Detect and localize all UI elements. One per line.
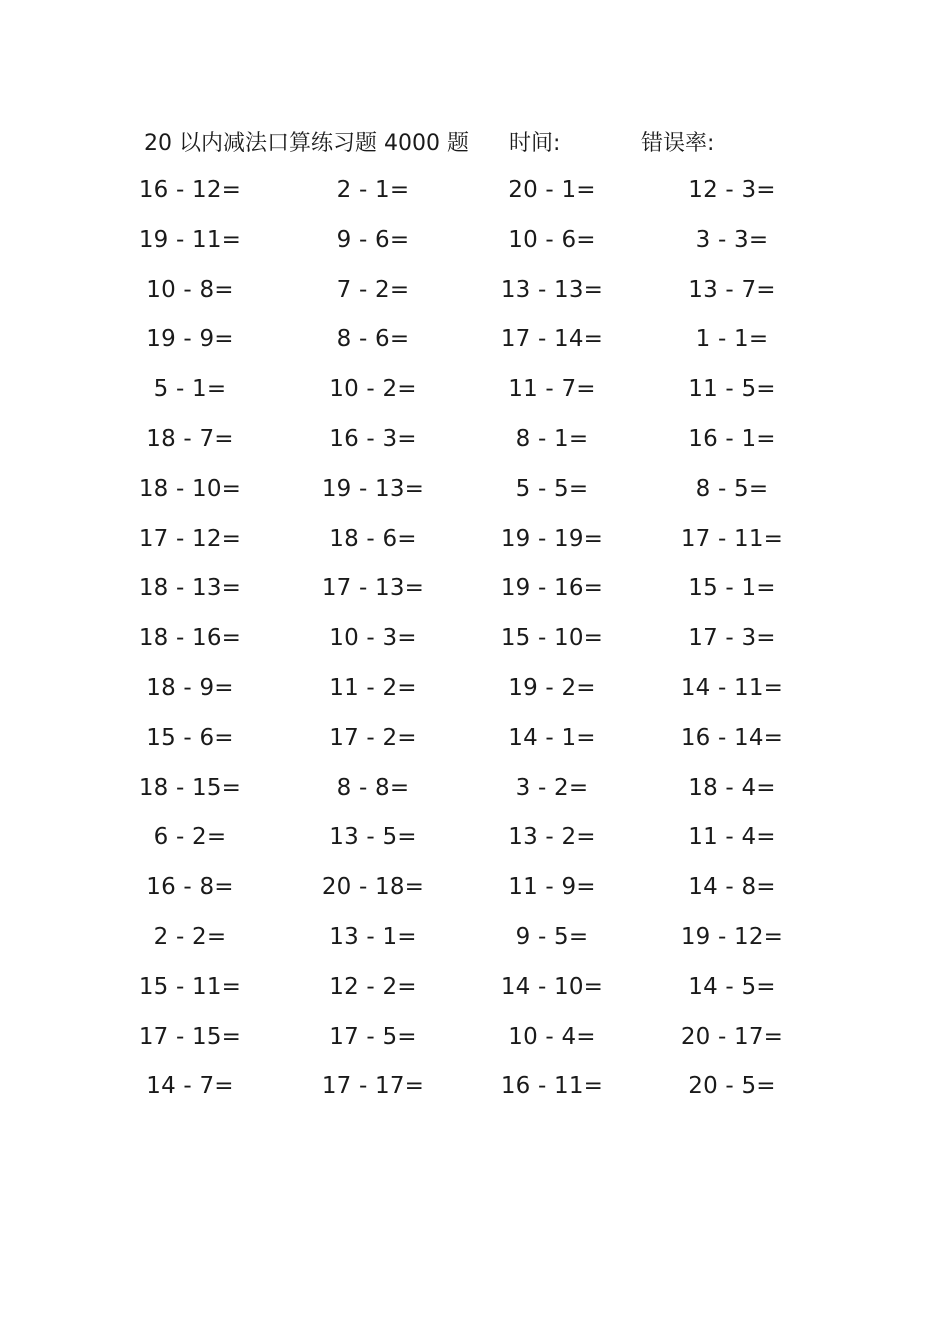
subtraction-problem: 12 - 3= [688, 177, 776, 203]
subtraction-problem: 16 - 1= [688, 425, 776, 452]
problem-row [0, 216, 950, 266]
subtraction-problem: 19 - 13= [321, 475, 425, 502]
subtraction-problem: 11 - 7= [508, 376, 596, 403]
subtraction-problem: 19 - 12= [680, 923, 784, 950]
subtraction-problem: 17 - 5= [329, 1023, 417, 1050]
subtraction-problem: 16 - 3= [329, 425, 417, 452]
subtraction-problem: 16 - 8= [146, 874, 234, 901]
subtraction-problem: 19 - 19= [500, 525, 604, 552]
subtraction-problem: 8 - 6= [336, 326, 410, 353]
problem-grid [0, 166, 950, 1112]
subtraction-problem: 10 - 6= [508, 226, 596, 253]
subtraction-problem: 13 - 7= [688, 276, 776, 303]
subtraction-problem: 19 - 2= [508, 674, 596, 701]
subtraction-problem: 18 - 4= [688, 774, 776, 801]
subtraction-problem: 15 - 10= [500, 625, 604, 652]
subtraction-problem: 17 - 15= [138, 1023, 242, 1050]
subtraction-problem: 10 - 3= [329, 625, 417, 652]
subtraction-problem: 17 - 11= [680, 525, 784, 552]
worksheet-header [0, 124, 950, 164]
subtraction-problem: 9 - 6= [336, 226, 410, 253]
subtraction-problem: 8 - 5= [695, 475, 769, 502]
subtraction-problem: 13 - 13= [500, 276, 604, 303]
subtraction-problem: 15 - 1= [688, 575, 776, 602]
error-rate-label: 错误率: [641, 131, 715, 156]
subtraction-problem: 2 - 2= [153, 923, 227, 950]
subtraction-problem: 14 - 5= [688, 973, 776, 1000]
problem-row [0, 365, 950, 415]
subtraction-problem: 16 - 11= [500, 1073, 604, 1100]
subtraction-problem: 18 - 13= [138, 575, 242, 602]
subtraction-problem: 20 - 5= [688, 1073, 776, 1100]
subtraction-problem: 19 - 11= [138, 226, 242, 253]
subtraction-problem: 18 - 16= [138, 625, 242, 652]
subtraction-problem: 14 - 8= [688, 874, 776, 901]
subtraction-problem: 19 - 9= [146, 326, 234, 353]
subtraction-problem: 20 - 1= [508, 177, 596, 203]
subtraction-problem: 12 - 2= [329, 973, 417, 1000]
subtraction-problem: 1 - 1= [695, 326, 769, 353]
problem-row [0, 1013, 950, 1063]
subtraction-problem: 2 - 1= [336, 177, 410, 203]
subtraction-problem: 18 - 10= [138, 475, 242, 502]
subtraction-problem: 8 - 1= [515, 425, 589, 452]
subtraction-problem: 10 - 8= [146, 276, 234, 303]
problem-row [0, 764, 950, 814]
subtraction-problem: 13 - 2= [508, 824, 596, 851]
subtraction-problem: 19 - 16= [500, 575, 604, 602]
problem-row [0, 813, 950, 863]
subtraction-problem: 11 - 2= [329, 674, 417, 701]
subtraction-problem: 17 - 3= [688, 625, 776, 652]
subtraction-problem: 18 - 7= [146, 425, 234, 452]
problem-row [0, 564, 950, 614]
subtraction-problem: 5 - 1= [153, 376, 227, 403]
problem-row [0, 863, 950, 913]
subtraction-problem: 14 - 11= [680, 674, 784, 701]
subtraction-problem: 10 - 2= [329, 376, 417, 403]
subtraction-problem: 14 - 7= [146, 1073, 234, 1100]
problem-row [0, 415, 950, 465]
problem-row [0, 913, 950, 963]
subtraction-problem: 11 - 5= [688, 376, 776, 403]
problem-row [0, 1062, 950, 1112]
problem-row [0, 963, 950, 1013]
problem-row [0, 714, 950, 764]
problem-row [0, 315, 950, 365]
subtraction-problem: 17 - 2= [329, 724, 417, 751]
subtraction-problem: 16 - 14= [680, 724, 784, 751]
subtraction-problem: 8 - 8= [336, 774, 410, 801]
subtraction-problem: 16 - 12= [138, 177, 242, 203]
subtraction-problem: 15 - 6= [146, 724, 234, 751]
subtraction-problem: 13 - 1= [329, 923, 417, 950]
subtraction-problem: 17 - 17= [321, 1073, 425, 1100]
subtraction-problem: 17 - 13= [321, 575, 425, 602]
subtraction-problem: 3 - 3= [695, 226, 769, 253]
subtraction-problem: 3 - 2= [515, 774, 589, 801]
problem-row [0, 515, 950, 565]
subtraction-problem: 14 - 1= [508, 724, 596, 751]
subtraction-problem: 17 - 14= [500, 326, 604, 353]
subtraction-problem: 5 - 5= [515, 475, 589, 502]
subtraction-problem: 15 - 11= [138, 973, 242, 1000]
subtraction-problem: 17 - 12= [138, 525, 242, 552]
subtraction-problem: 18 - 15= [138, 774, 242, 801]
subtraction-problem: 20 - 18= [321, 874, 425, 901]
problem-row [0, 614, 950, 664]
worksheet-title: 20 以内减法口算练习题 4000 题 [144, 131, 469, 156]
problem-row [0, 664, 950, 714]
subtraction-problem: 18 - 9= [146, 674, 234, 701]
time-label: 时间: [509, 131, 561, 156]
subtraction-problem: 7 - 2= [336, 276, 410, 303]
problem-row [0, 465, 950, 515]
problem-row [0, 266, 950, 316]
subtraction-problem: 20 - 17= [680, 1023, 784, 1050]
subtraction-problem: 11 - 4= [688, 824, 776, 851]
subtraction-problem: 14 - 10= [500, 973, 604, 1000]
subtraction-problem: 11 - 9= [508, 874, 596, 901]
subtraction-problem: 9 - 5= [515, 923, 589, 950]
problem-row [0, 166, 950, 216]
subtraction-problem: 6 - 2= [153, 824, 227, 851]
subtraction-problem: 13 - 5= [329, 824, 417, 851]
subtraction-problem: 18 - 6= [329, 525, 417, 552]
subtraction-problem: 10 - 4= [508, 1023, 596, 1050]
